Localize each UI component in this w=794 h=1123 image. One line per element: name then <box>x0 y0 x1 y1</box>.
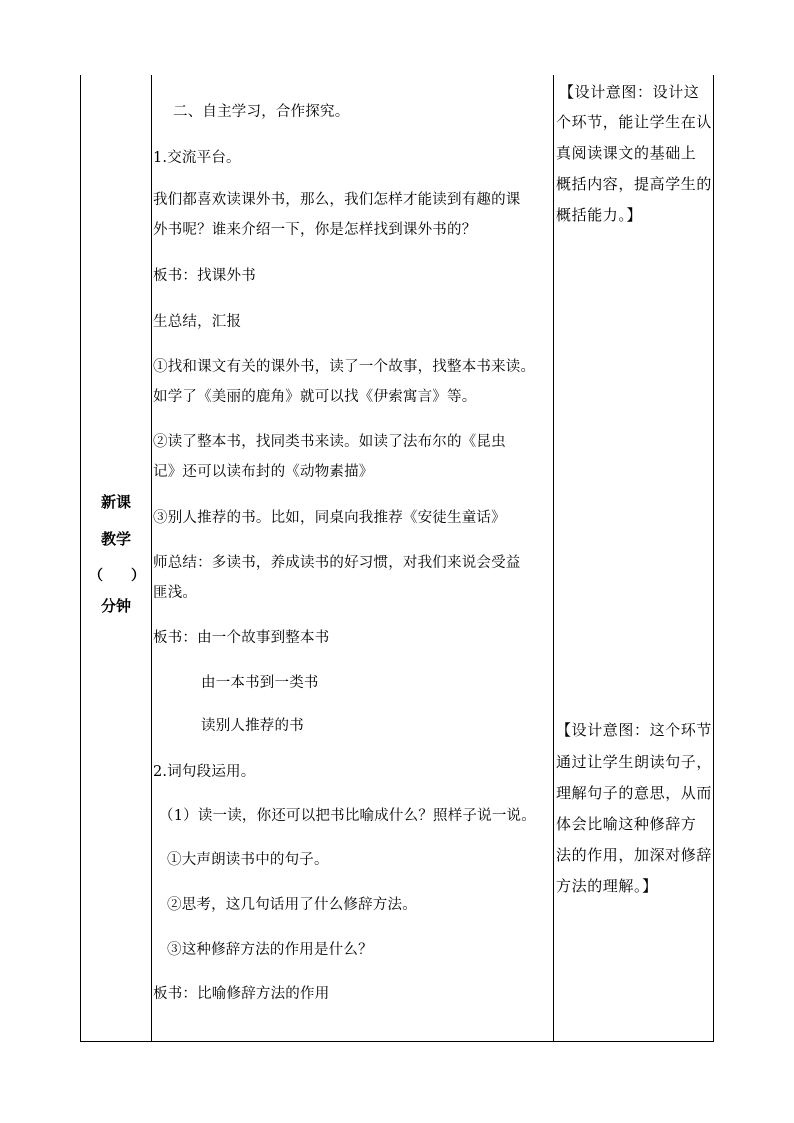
board-note: 由一本书到一类书 <box>201 675 319 691</box>
list-item: 记》还可以读布封的《动物素描》 <box>153 464 374 480</box>
row-label-line1: 新课 <box>100 493 131 511</box>
list-item: ①大声朗读书中的句子。 <box>167 852 329 868</box>
note1-line: 概括能力。】 <box>556 206 643 224</box>
board-note: 板书：找课外书 <box>153 268 256 284</box>
note2-line: 通过让学生朗读句子， <box>556 753 713 771</box>
paragraph-line: 匪浅。 <box>153 585 198 601</box>
list-item: 如学了《美丽的鹿角》就可以找《伊索寓言》等。 <box>153 389 477 405</box>
note2-line: 体会比喻这种修辞方 <box>556 815 697 833</box>
question: （1）读一读，你还可以把书比喻成什么？照样子说一说。 <box>159 808 536 824</box>
note2-line: 方法的理解。】 <box>556 877 658 895</box>
paragraph-line: 生总结，汇报 <box>153 314 242 330</box>
section2-title: 2.词句段运用。 <box>153 764 256 780</box>
paragraph-line: 师总结：多读书，养成读书的好习惯，对我们来说会受益 <box>153 555 521 571</box>
list-item: ③这种修辞方法的作用是什么？ <box>167 942 373 958</box>
column-divider-left <box>151 75 152 1041</box>
column-divider-right <box>553 75 554 1041</box>
board-note: 板书：比喻修辞方法的作用 <box>153 986 330 1002</box>
note1-line: 个环节，能让学生在认 <box>556 113 713 131</box>
note2-line: 【设计意图：这个环节 <box>556 721 713 739</box>
section-heading: 二、自主学习，合作探究。 <box>173 104 350 120</box>
paragraph-line: 外书呢？谁来介绍一下，你是怎样找到课外书的？ <box>153 222 477 238</box>
row-label-cell <box>81 75 151 1041</box>
note2-line: 法的作用，加深对修辞 <box>556 846 713 864</box>
note1-line: 【设计意图：设计这 <box>559 83 700 101</box>
list-item: ②思考，这几句话用了什么修辞方法。 <box>167 897 417 913</box>
list-item: ①找和课文有关的课外书，读了一个故事，找整本书来读。 <box>153 359 536 375</box>
list-item: ③别人推荐的书。比如，同桌向我推荐《安徒生童话》 <box>153 510 506 526</box>
row-label-line2: 教学 <box>100 530 131 548</box>
board-note: 板书：由一个故事到整本书 <box>153 630 330 646</box>
row-label-line4: 分钟 <box>100 597 131 615</box>
note1-line: 概括内容，提高学生的 <box>556 175 713 193</box>
note1-line: 真阅读课文的基础上 <box>556 144 697 162</box>
board-note: 读别人推荐的书 <box>201 718 304 734</box>
lesson-plan-table <box>80 75 714 1042</box>
section1-title: 1.交流平台。 <box>153 150 241 166</box>
row-label-paren-close: ） <box>131 568 145 584</box>
note2-line: 理解句子的意思，从而 <box>556 784 713 802</box>
list-item: ②读了整本书，找同类书来读。如读了法布尔的《昆虫 <box>153 434 506 450</box>
paragraph-line: 我们都喜欢读课外书，那么，我们怎样才能读到有趣的课 <box>153 192 521 208</box>
row-label-paren-open: （ <box>89 568 103 584</box>
